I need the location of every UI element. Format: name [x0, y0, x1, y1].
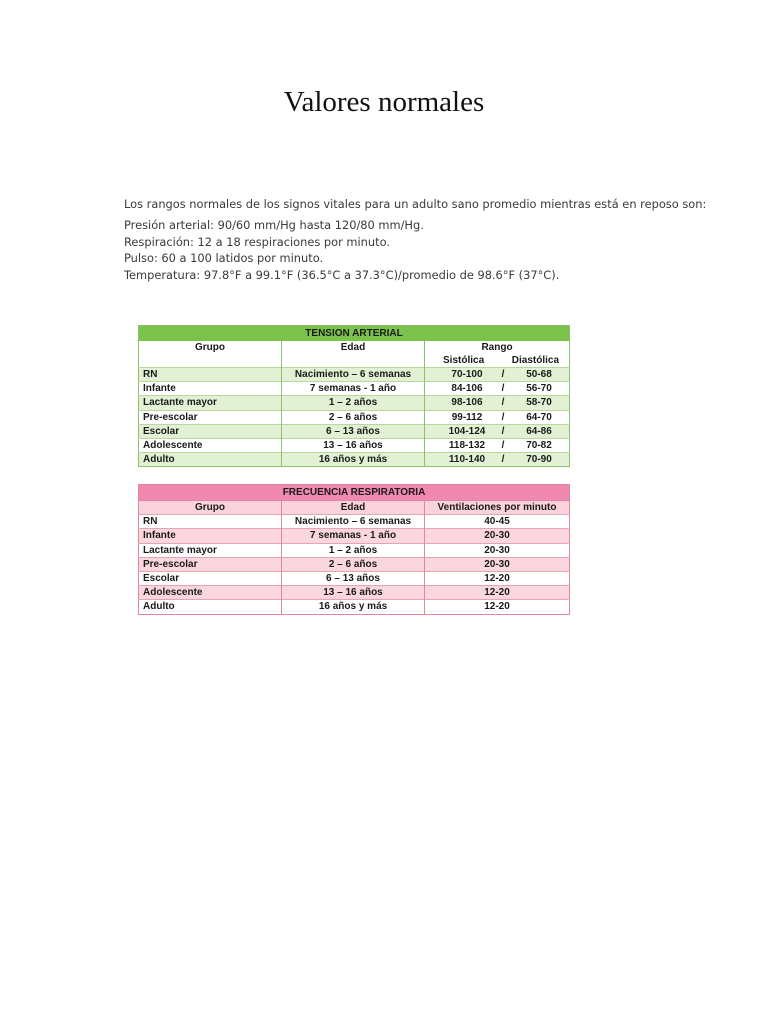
table-row — [139, 410, 570, 424]
cell-diastolica: 50-68 — [526, 369, 552, 381]
cell-grupo: Adulto — [139, 600, 282, 614]
intro-line-temperatura: Temperatura: 97.8°F a 99.1°F (36.5°C a 37.3°C)/promedio de 98.6°F (37°C). — [124, 268, 560, 283]
cell-rango — [425, 396, 570, 410]
table-row — [139, 453, 570, 467]
frecuencia-respiratoria-table — [138, 484, 570, 615]
cell-diastolica: 70-82 — [526, 440, 552, 452]
table-row — [139, 529, 570, 543]
cell-edad: 13 – 16 años — [282, 438, 425, 452]
cell-separator: / — [501, 397, 505, 409]
cell-diastolica: 64-70 — [526, 411, 552, 423]
cell-sistolica: 99-112 — [451, 411, 483, 423]
table-row — [139, 382, 570, 396]
cell-ventilaciones: 12-20 — [425, 600, 570, 614]
cell-diastolica: 70-90 — [526, 454, 552, 466]
table-row — [139, 424, 570, 438]
header-grupo: Grupo — [139, 501, 282, 515]
intro-line-presion: Presión arterial: 90/60 mm/Hg hasta 120/80 mm/Hg. — [124, 217, 424, 232]
cell-separator: / — [501, 440, 505, 452]
cell-grupo: Pre-escolar — [139, 557, 282, 571]
cell-ventilaciones: 40-45 — [425, 515, 570, 529]
table-row — [139, 368, 570, 382]
cell-edad: 7 semanas - 1 año — [282, 382, 425, 396]
cell-grupo: Infante — [139, 529, 282, 543]
cell-edad: Nacimiento – 6 semanas — [282, 368, 425, 382]
cell-separator: / — [501, 425, 505, 437]
cell-diastolica: 56-70 — [526, 383, 552, 395]
header-rango-sub — [425, 354, 569, 367]
cell-grupo: Pre-escolar — [139, 410, 282, 424]
cell-sistolica: 110-140 — [448, 454, 486, 466]
header-edad: Edad — [282, 341, 425, 368]
cell-separator: / — [501, 454, 505, 466]
table-row — [139, 586, 570, 600]
cell-separator: / — [501, 369, 505, 381]
cell-ventilaciones: 20-30 — [425, 529, 570, 543]
table-header-row — [139, 341, 570, 368]
cell-sistolica: 104-124 — [448, 425, 486, 437]
header-sistolica: Sistólica — [443, 355, 485, 366]
cell-ventilaciones: 20-30 — [425, 557, 570, 571]
cell-separator: / — [501, 411, 505, 423]
table-row — [139, 438, 570, 452]
cell-rango — [425, 368, 570, 382]
cell-rango — [425, 382, 570, 396]
cell-grupo: Lactante mayor — [139, 396, 282, 410]
table-row — [139, 396, 570, 410]
cell-edad: 6 – 13 años — [282, 571, 425, 585]
table-row — [139, 515, 570, 529]
header-rango-group — [425, 341, 570, 368]
header-diastolica: Diastólica — [511, 355, 560, 366]
cell-edad: 13 – 16 años — [282, 586, 425, 600]
table-title-row — [139, 326, 570, 342]
cell-edad: Nacimiento – 6 semanas — [282, 515, 425, 529]
cell-edad: 16 años y más — [282, 600, 425, 614]
table-row — [139, 571, 570, 585]
cell-sistolica: 84-106 — [451, 383, 483, 395]
cell-ventilaciones: 12-20 — [425, 571, 570, 585]
intro-line-respiracion: Respiración: 12 a 18 respiraciones por minuto. — [124, 234, 390, 249]
cell-grupo: Escolar — [139, 571, 282, 585]
table-title-row — [139, 485, 570, 501]
vital-signs-intro — [124, 196, 707, 284]
frecuencia-respiratoria-title: FRECUENCIA RESPIRATORIA — [139, 485, 570, 501]
cell-rango — [425, 453, 570, 467]
tension-arterial-table — [138, 325, 570, 467]
cell-edad: 6 – 13 años — [282, 424, 425, 438]
page-title: Valores normales — [283, 86, 485, 118]
cell-edad: 1 – 2 años — [282, 543, 425, 557]
cell-rango — [425, 410, 570, 424]
table-row — [139, 543, 570, 557]
tension-arterial-title: TENSION ARTERIAL — [139, 326, 570, 342]
cell-sistolica: 118-132 — [448, 440, 486, 452]
table-header-row — [139, 501, 570, 515]
intro-lead: Los rangos normales de los signos vitales para un adulto sano promedio mientras está en reposo son: — [124, 197, 707, 211]
header-edad: Edad — [282, 501, 425, 515]
cell-edad: 7 semanas - 1 año — [282, 529, 425, 543]
cell-sistolica: 98-106 — [451, 397, 483, 409]
cell-grupo: Adolescente — [139, 586, 282, 600]
header-grupo: Grupo — [139, 341, 282, 368]
cell-grupo: Infante — [139, 382, 282, 396]
header-rango: Rango — [481, 342, 513, 353]
header-ventilaciones: Ventilaciones por minuto — [425, 501, 570, 515]
cell-edad: 1 – 2 años — [282, 396, 425, 410]
cell-ventilaciones: 12-20 — [425, 586, 570, 600]
cell-sistolica: 70-100 — [451, 369, 483, 381]
cell-grupo: Lactante mayor — [139, 543, 282, 557]
cell-diastolica: 64-86 — [526, 425, 552, 437]
cell-ventilaciones: 20-30 — [425, 543, 570, 557]
cell-grupo: Escolar — [139, 424, 282, 438]
cell-grupo: RN — [139, 515, 282, 529]
cell-diastolica: 58-70 — [526, 397, 552, 409]
cell-edad: 16 años y más — [282, 453, 425, 467]
cell-rango — [425, 424, 570, 438]
cell-grupo: RN — [139, 368, 282, 382]
table-row — [139, 600, 570, 614]
intro-line-pulso: Pulso: 60 a 100 latidos por minuto. — [124, 251, 324, 266]
cell-grupo: Adolescente — [139, 438, 282, 452]
cell-rango — [425, 438, 570, 452]
cell-separator: / — [501, 383, 505, 395]
cell-edad: 2 – 6 años — [282, 410, 425, 424]
cell-grupo: Adulto — [139, 453, 282, 467]
cell-edad: 2 – 6 años — [282, 557, 425, 571]
table-row — [139, 557, 570, 571]
